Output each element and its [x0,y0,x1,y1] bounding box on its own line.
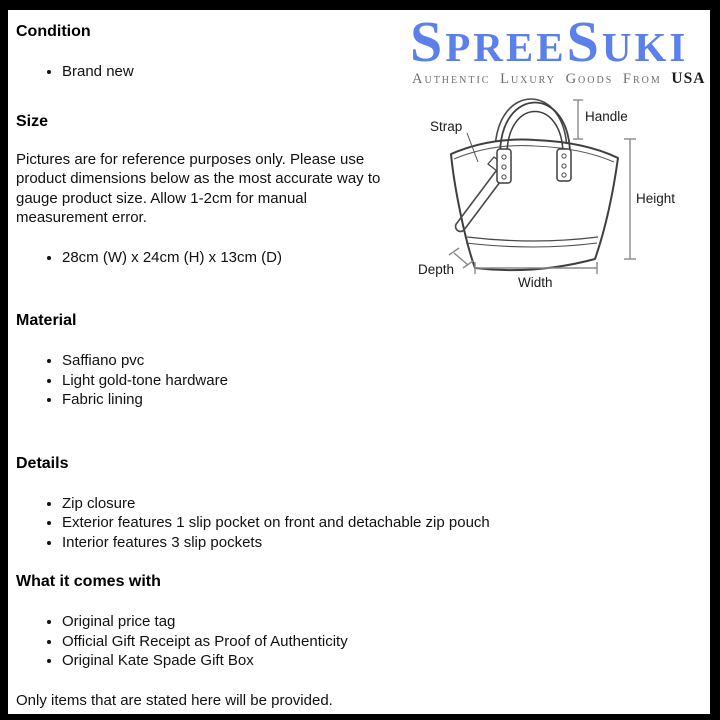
list-item: • Interior features 3 slip pockets [62,533,710,553]
details-list [16,494,710,553]
strap-label: Strap [430,119,463,135]
list-item: • Exterior features 1 slip pocket on front and detachable zip pouch [62,513,710,533]
list-item: • 28cm (W) x 24cm (H) x 13cm (D) [62,248,710,268]
section-heading-material: Material [16,312,77,329]
width-label: Width [518,275,553,291]
brand-logo: SpreeSuki [410,12,689,74]
section-heading-details: Details [16,454,69,472]
brand-tagline [412,70,710,88]
section-heading-what-it-comes-with: What it comes with [16,573,161,590]
bag-measurement-diagram-icon [410,91,710,304]
brand-tagline-highlight: USA [671,70,706,88]
list-item: • Fabric lining [62,390,710,410]
height-label: Height [636,191,676,207]
material-list [16,351,710,410]
depth-label: Depth [418,262,455,278]
brand-panel [410,12,710,310]
size-disclaimer-paragraph: Pictures are for reference purposes only. Please use product dimensions below as the most accurate way to gauge product size. Allow 1-2cm for manual measurement error. [16,150,381,226]
list-item: • Original Kate Spade Gift Box [62,651,710,671]
list-item: • Original price tag [62,612,710,632]
section-heading-condition: Condition [16,23,91,40]
list-item: • Zip closure [62,494,710,514]
bag-body-icon [451,140,618,271]
list-item: • Saffiano pvc [62,351,710,371]
left-anchor-tab-icon [497,149,511,183]
section-heading-size: Size [16,112,49,130]
handle-label: Handle [585,109,628,125]
footer-note: Only items that are stated here will be provided. [16,691,333,709]
list-item: • Official Gift Receipt as Proof of Authenticity [62,632,710,652]
height-measure-icon [624,139,636,259]
handle-measure-icon [573,100,583,139]
list-item: • Light gold-tone hardware [62,371,710,391]
what-it-comes-with-list [16,612,710,671]
brand-tagline-text: Authentic Luxury Goods From [412,71,662,88]
list-item: • Brand new [62,62,710,82]
